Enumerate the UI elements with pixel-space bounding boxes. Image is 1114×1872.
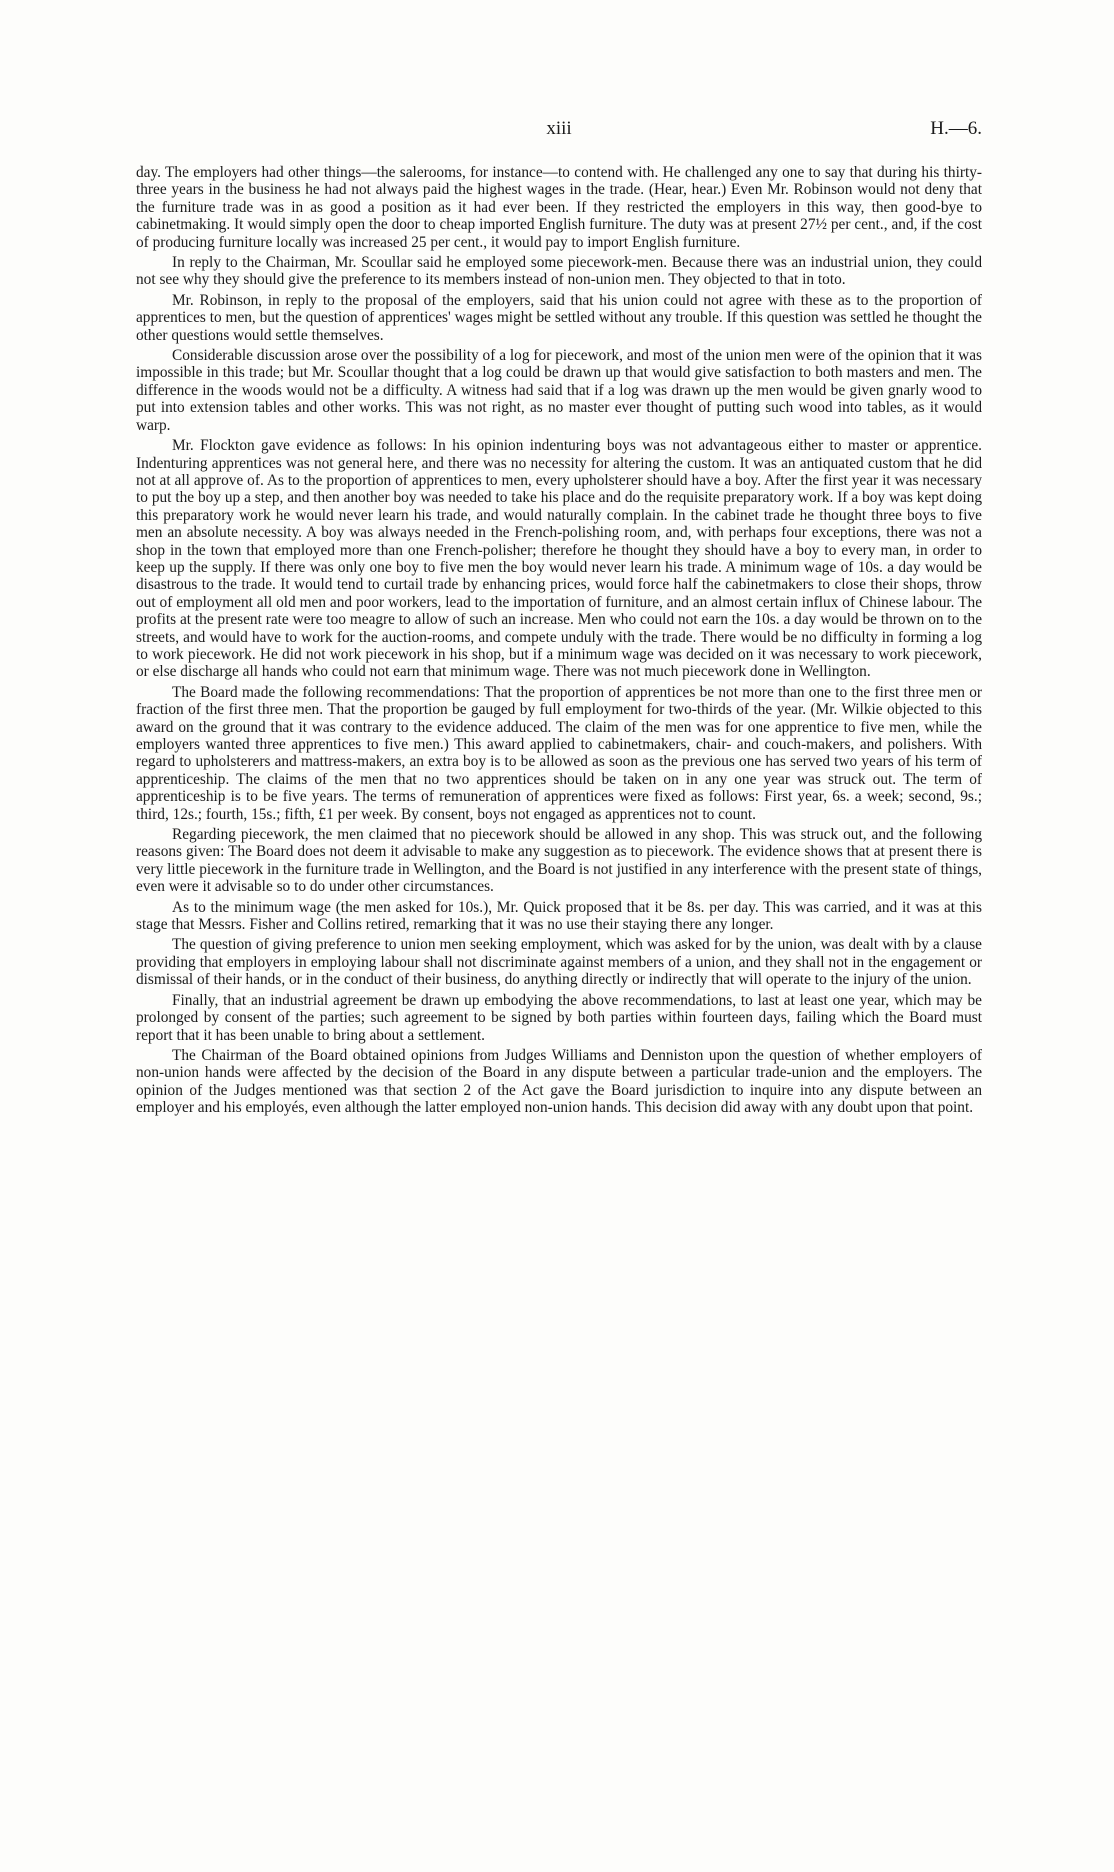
- paragraph-3: Mr. Robinson, in reply to the proposal of the employers, said that his union could not agree with these as to the proportion of apprentices to men, but the question of apprentices' wages might be settled without any trouble. If this question was settled he thought the other questions would settle themselves.: [136, 291, 982, 344]
- paragraph-8: As to the minimum wage (the men asked for 10s.), Mr. Quick proposed that it be 8s. per day. This was carried, and it was at this stage that Messrs. Fisher and Collins retired, remarking that it was no use their staying there any longer.: [136, 898, 982, 934]
- paragraph-4: Considerable discussion arose over the possibility of a log for piecework, and most of the union men were of the opinion that it was impossible in this trade; but Mr. Scoullar thought that a log could be drawn up that would give satisfaction to both masters and men. The difference in the woods would not be a difficulty. A witness had said that if a log was drawn up the men would be given gnarly wood to put into extension tables and other works. This was not right, as no master ever thought of putting such wood into tables, as it would warp.: [136, 347, 982, 434]
- paragraph-11: The Chairman of the Board obtained opinions from Judges Williams and Denniston upon the question of whether employers of non-union hands were affected by the decision of the Board in any dispute between a particular trade-union and the employers. The opinion of the Judges mentioned was that section 2 of the Act gave the Board jurisdiction to inquire into any dispute between an employer and his employés, even although the latter employed non-union hands. This decision did away with any doubt upon that point.: [136, 1046, 982, 1117]
- paragraph-9: The question of giving preference to union men seeking employment, which was asked for by the union, was dealt with by a clause providing that employers in employing labour shall not discriminate against members of a union, and they shall not in the engagement or dismissal of their hands, or in the conduct of their business, do anything directly or indirectly that will operate to the injury of the union.: [136, 936, 982, 989]
- paragraph-10: Finally, that an industrial agreement be drawn up embodying the above recommendations, to last at least one year, which may be prolonged by consent of the parties; such agreement to be signed by both parties within fourteen days, failing which the Board must report that it has been unable to bring about a settlement.: [136, 991, 982, 1044]
- page-number: xiii: [546, 118, 572, 139]
- paragraph-1: day. The employers had other things—the salerooms, for instance—to contend with. He challenged any one to say that during his thirty-three years in the business he had not always paid the highest wages in the trade. (Hear, hear.) Even Mr. Robinson would not deny that the furniture trade was in as good a position as it had ever been. If they restricted the employers in this way, then good-bye to cabinetmaking. It would simply open the door to cheap imported English furniture. The duty was at present 27½ per cent., and, if the cost of producing furniture locally was increased 25 per cent., it would pay to import English furniture.: [136, 164, 982, 251]
- page-header: [136, 118, 982, 144]
- paragraph-7: Regarding piecework, the men claimed that no piecework should be allowed in any shop. This was struck out, and the following reasons given: The Board does not deem it advisable to make any suggestion as to piecework. The evidence shows that at present there is very little piecework in the furniture trade in Wellington, and the Board is not justified in any interference with the present state of things, even were it advisable so to do under other circumstances.: [136, 826, 982, 896]
- body-text: [136, 164, 982, 1120]
- paragraph-6: The Board made the following recommendations: That the proportion of apprentices be not more than one to the first three men or fraction of the first three men. That the proportion be gauged by full employment for two-thirds of the year. (Mr. Wilkie objected to this award on the ground that it was contrary to the evidence adduced. The claim of the men was for one apprentice to five men, while the employers wanted three apprentices to five men.) This award applied to cabinetmakers, chair- and couch-makers, and polishers. With regard to upholsterers and mattress-makers, an extra boy is to be allowed as soon as the previous one has served two years of his term of apprenticeship. The claims of the men that no two apprentices should be taken on in any one year was struck out. The term of apprenticeship is to be five years. The terms of remuneration of apprentices were fixed as follows: First year, 6s. a week; second, 9s.; third, 12s.; fourth, 15s.; fifth, £1 per week. By consent, boys not engaged as apprentices not to count.: [136, 683, 982, 823]
- paragraph-5: Mr. Flockton gave evidence as follows: In his opinion indenturing boys was not advantageous either to master or apprentice. Indenturing apprentices was not general here, and there was no necessity for altering the custom. It was an antiquated custom that he did not at all approve of. As to the proportion of apprentices to men, every upholsterer should have a boy. After the first year it was necessary to put the boy up a step, and then another boy was needed to take his place and do the requisite preparatory work. If a boy was kept doing this preparatory work he would never learn his trade, and would naturally complain. In the cabinet trade he thought three boys to five men an absolute necessity. A boy was always needed in the French-polishing room, and, with perhaps four exceptions, there was not a shop in the town that employed more than one French-polisher; therefore he thought they should have a boy to every man, in order to keep up the supply. If there was only one boy to five men the boy would never learn his trade. A minimum wage of 10s. a day would be disastrous to the trade. It would tend to curtail trade by enhancing prices, would force half the cabinetmakers to close their shops, throw out of employment all old men and poor workers, lead to the importation of furniture, and an almost certain influx of Chinese labour. The profits at the present rate were too meagre to allow of such an increase. Men who could not earn the 10s. a day would be thrown on to the streets, and would have to work for the auction-rooms, and compete unduly with the trade. There would be no difficulty in forming a log to work piecework. He did not work piecework in his shop, but if a minimum wage was decided on it was necessary to work piecework, or else discharge all hands who could not earn that minimum wage. There was not much piecework done in Wellington.: [136, 437, 982, 681]
- paragraph-2: In reply to the Chairman, Mr. Scoullar said he employed some piecework-men. Because there was an industrial union, they could not see why they should give the preference to its members instead of non-union men. They objected to that in toto.: [136, 254, 982, 289]
- document-code: H.—6.: [930, 118, 982, 139]
